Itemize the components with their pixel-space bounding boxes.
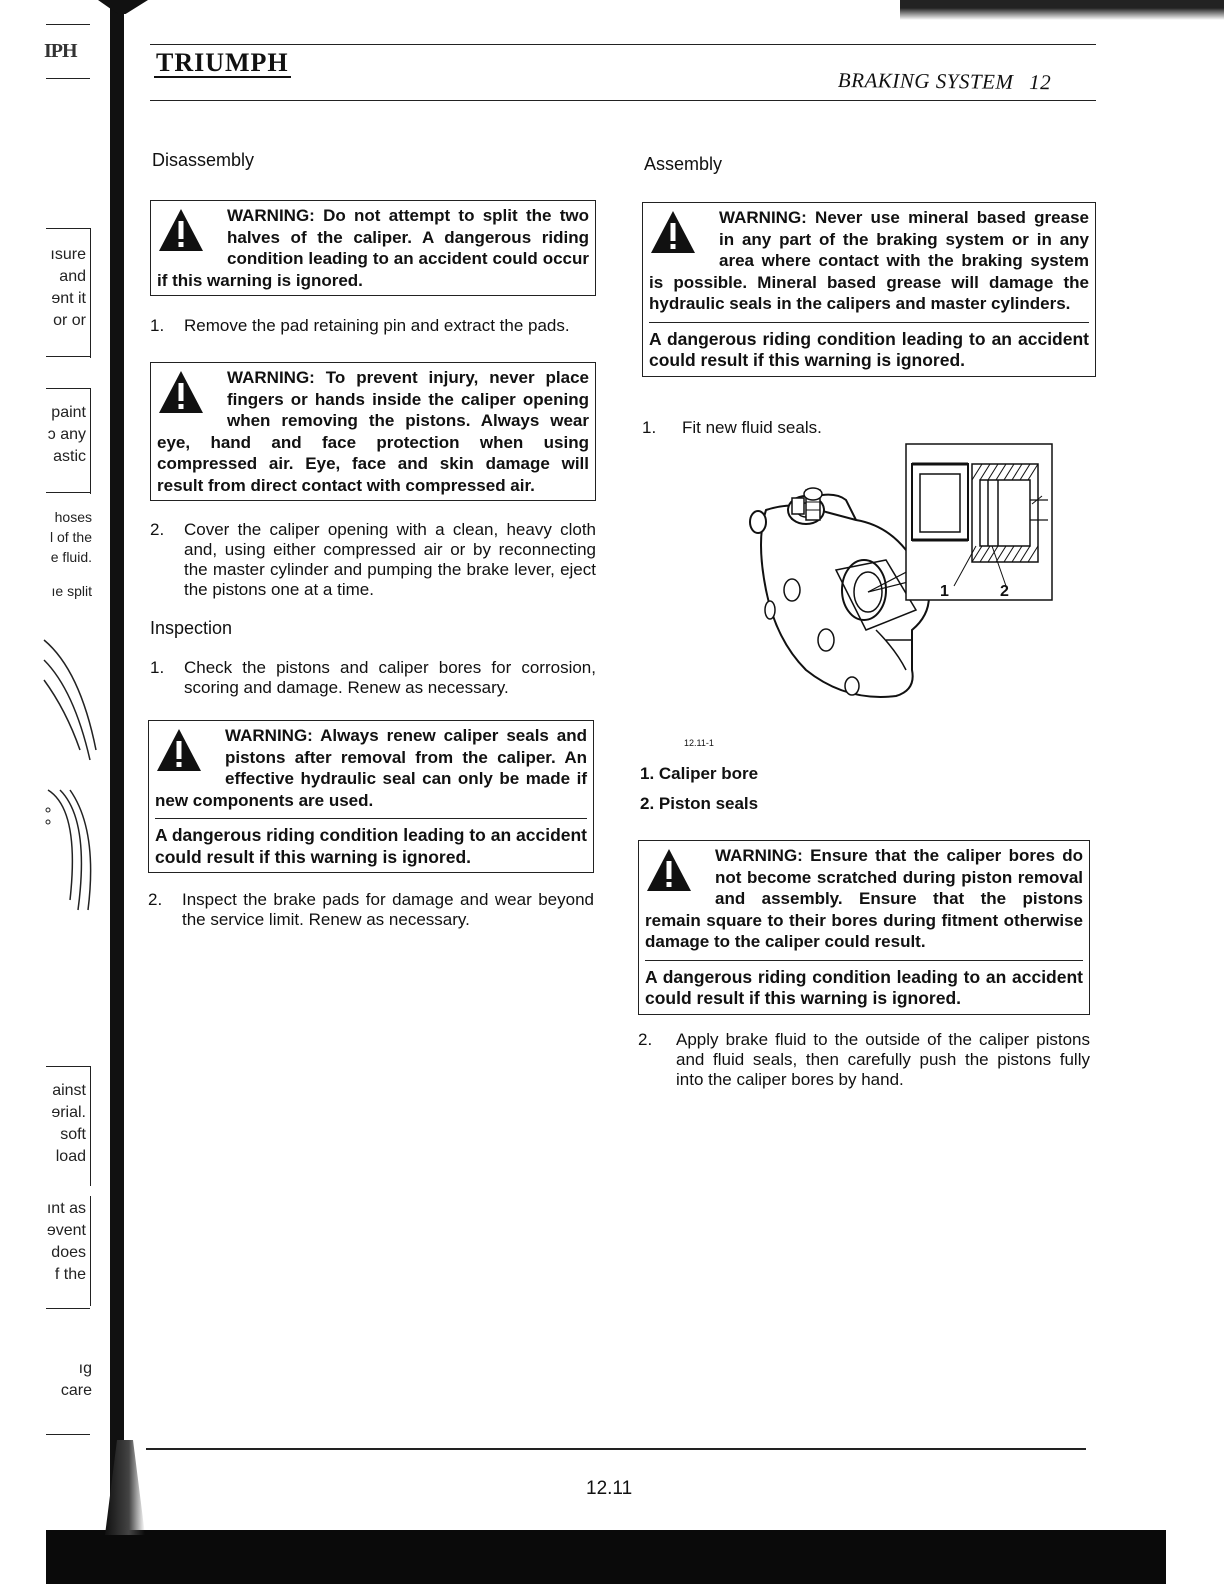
- bleed-text: l of the: [49, 529, 92, 545]
- bleed-rule: [46, 388, 90, 389]
- bleed-text: paint: [51, 404, 86, 421]
- bleed-rule: [46, 356, 90, 357]
- bleed-rule: [46, 24, 90, 25]
- triumph-logo: TRIUMPH: [156, 48, 289, 77]
- warning-text: WARNING: Always renew caliper seals and pistons after removal from the caliper. An effective hydraulic seal can only be made if new components are used.: [155, 726, 587, 810]
- bleed-rule: [46, 492, 90, 493]
- section-title-text: BRAKING SYSTEM: [837, 68, 1014, 94]
- step-text: Remove the pad retaining pin and extract the pads.: [184, 316, 570, 335]
- bleed-diagram: [40, 630, 100, 930]
- scan-edge-bottom: [46, 1530, 1166, 1584]
- step-number: 2.: [638, 1030, 653, 1049]
- warning-text: WARNING: Never use mineral based grease in any part of the braking system or in any area where contact with the braking system is possible. Mineral based grease will damage the hydraulic seals in the calipers and master cylinders.: [649, 208, 1089, 313]
- bleed-rule: [46, 1434, 90, 1435]
- bleed-text: does: [51, 1244, 86, 1261]
- bleed-text: hoses: [54, 509, 92, 525]
- warning-box-renew-seals: [148, 720, 594, 873]
- scan-edge-top: [900, 0, 1224, 20]
- figure-reference: 12.11-1: [684, 738, 714, 748]
- warning-box-scratched-bores: [638, 840, 1090, 1015]
- step-remove-pads: [150, 316, 598, 336]
- bleed-text: f the: [54, 1266, 86, 1283]
- bleed-text: ɔ any: [47, 426, 86, 443]
- bleed-rule: [90, 228, 91, 358]
- bleed-text: ɘvent: [46, 1222, 86, 1239]
- bleed-rule: [46, 78, 90, 79]
- legend-caliper-bore: 1. Caliper bore: [640, 764, 759, 783]
- bleed-text: ıg care: [60, 1360, 92, 1399]
- warning-text: WARNING: Ensure that the caliper bores do not become scratched during piston removal and assembly. Ensure that the pistons remain square to their bores during fitment otherwise damage to the caliper could result.: [645, 846, 1083, 951]
- callout-2: 2: [1000, 583, 1009, 600]
- step-text: Check the pistons and caliper bores for corrosion, scoring and damage. Renew as necessary.: [184, 658, 596, 697]
- step-apply-brake-fluid: [638, 1030, 1090, 1090]
- section-title: [838, 68, 1052, 95]
- warning-triangle-icon: [157, 369, 219, 415]
- warning-triangle-icon: [645, 847, 707, 893]
- step-number: 1.: [150, 316, 165, 335]
- step-number: 1.: [642, 418, 657, 437]
- page-number: 12.11: [586, 1478, 633, 1499]
- bleed-rule: [90, 388, 91, 494]
- callout-1: 1: [940, 583, 949, 600]
- step-text: Apply brake fluid to the outside of the caliper pistons and fluid seals, then carefully push the pistons fully into the caliper bores by hand.: [676, 1030, 1090, 1089]
- step-eject-pistons: [150, 520, 596, 600]
- header-rule-bottom: [150, 100, 1096, 101]
- bleed-rule: [46, 228, 90, 229]
- bleed-text: ɘrial.: [51, 1104, 86, 1121]
- warning-triangle-icon: [649, 209, 711, 255]
- bleed-rule: [90, 1066, 91, 1186]
- bleed-text: astic: [53, 448, 86, 465]
- disassembly-heading: Disassembly: [152, 150, 255, 170]
- binding-shadow-top: [98, 0, 148, 14]
- warning-danger-text: A dangerous riding condition leading to an accident could result if this warning is ignored.: [155, 818, 587, 868]
- bleed-rule: [46, 1066, 90, 1067]
- section-number: 12: [1029, 70, 1052, 95]
- bleed-text: load: [55, 1148, 86, 1165]
- caliper-illustration: [736, 440, 1056, 712]
- step-number: 2.: [150, 520, 165, 539]
- bleed-text: e fluid.: [50, 549, 92, 565]
- header-rule-top: [150, 44, 1096, 45]
- bleed-text: ısure: [50, 246, 86, 263]
- bleed-logo: IPH: [44, 40, 77, 62]
- step-inspect-pads: [148, 890, 594, 930]
- warning-box-compressed-air: [150, 362, 596, 501]
- warning-danger-text: A dangerous riding condition leading to an accident could result if this warning is ignored.: [645, 960, 1083, 1010]
- warning-triangle-icon: [157, 207, 219, 253]
- bleed-text: soft: [60, 1126, 86, 1143]
- bleed-text: ıe split: [51, 583, 92, 599]
- warning-text: WARNING: To prevent injury, never place fingers or hands inside the caliper opening when removing the pistons. Always wear eye, hand and face protection when using compressed air. Eye, face and skin damage will result from direct contact with compressed air.: [157, 368, 589, 495]
- warning-box-split-caliper: [150, 200, 596, 296]
- step-text: Cover the caliper opening with a clean, heavy cloth and, using either compressed air or by reconnecting the master cylinder and pumping the brake lever, eject the pistons one at a time.: [184, 520, 596, 599]
- step-text: Inspect the brake pads for damage and wear beyond the service limit. Renew as necessary.: [182, 890, 594, 929]
- step-fit-seals: [642, 418, 1092, 438]
- step-number: 1.: [150, 658, 165, 677]
- bleed-rule: [90, 1196, 91, 1306]
- step-number: 2.: [148, 890, 163, 909]
- bleed-text: and: [59, 268, 86, 285]
- step-check-pistons: [150, 658, 596, 698]
- bleed-text: ainst: [52, 1082, 86, 1099]
- bleed-rule: [46, 1308, 90, 1309]
- bleed-text: ɘnt it: [51, 290, 86, 307]
- warning-triangle-icon: [155, 727, 217, 773]
- assembly-heading: Assembly: [644, 154, 723, 174]
- step-text: Fit new fluid seals.: [682, 418, 822, 437]
- legend-piston-seals: 2. Piston seals: [640, 794, 759, 813]
- footer-rule: [146, 1448, 1086, 1450]
- warning-box-mineral-grease: [642, 202, 1096, 377]
- warning-danger-text: A dangerous riding condition leading to an accident could result if this warning is ignored.: [649, 322, 1089, 372]
- warning-text: WARNING: Do not attempt to split the two halves of the caliper. A dangerous riding condition leading to an accident could occur if this warning is ignored.: [157, 206, 589, 290]
- inspection-heading: Inspection: [150, 618, 233, 638]
- bleed-text: ınt as: [46, 1200, 86, 1217]
- bleed-text: or or: [53, 312, 86, 329]
- binding-shadow: [110, 0, 124, 1584]
